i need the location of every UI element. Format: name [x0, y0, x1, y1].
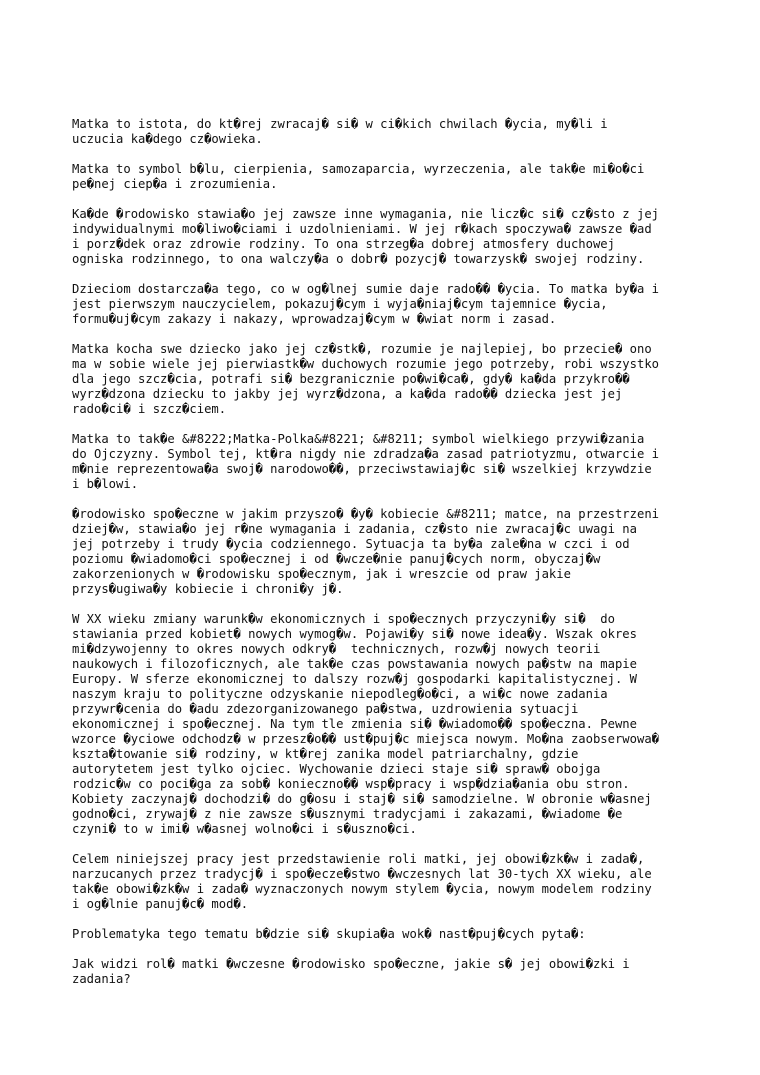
- paragraph-5: Matka kocha swe dziecko jako jej cz�stk�, rozumie je najlepiej, bo przecie� ono ma w sobie wiele jej pierwiastk�w duchowych rozumie jego potrzeby, robi wszystko dla jego szcz�cia, potrafi si� bezgranicznie po�wi�ca�, gdy� ka�da przykro�� wyrz�dzona dziecku to jakby jej wyrz�dzona, a ka�da rado�� dziecka jest jej rado�ci� i szcz�ciem.: [72, 342, 659, 416]
- paragraph-10: Problematyka tego tematu b�dzie si� skupia�a wok� nast�puj�cych pyta�:: [72, 927, 586, 941]
- paragraph-4: Dzieciom dostarcza�a tego, co w og�lnej sumie daje rado�� �ycia. To matka by�a i jest pierwszym nauczycielem, pokazuj�cym i wyja�niaj�cym tajemnice �ycia, formu�uj�cym zakazy i nakazy, wprowadzaj�cym w �wiat norm i zasad.: [72, 282, 659, 326]
- paragraph-9: Celem niniejszej pracy jest przedstawienie roli matki, jej obowi�zk�w i zada�, narzucanych przez tradycj� i spo�ecze�stwo �wczesnych lat 30-tych XX wieku, ale tak�e obowi�zk�w i zada� wyznaczonych nowym stylem �ycia, nowym modelem rodziny i og�lnie panuj�c� mod�.: [72, 852, 652, 911]
- paragraph-7: �rodowisko spo�eczne w jakim przyszo� �y� kobiecie &#8211; matce, na przestrzeni dziej�w, stawia�o jej r�ne wymagania i zadania, cz�sto nie zwracaj�c uwagi na jej potrzeby i trudy �ycia codziennego. Sytuacja ta by�a zale�na w czci i od poziomu �wiadomo�ci spo�ecznej i od �wcze�nie panuj�cych norm, obyczaj�w zakorzenionych w �rodowisku spo�ecznym, jak i wreszcie od praw jakie przys�ugiwa�y kobiecie i chroni�y j�.: [72, 507, 659, 596]
- paragraph-3: Ka�de �rodowisko stawia�o jej zawsze inne wymagania, nie licz�c si� cz�sto z jej indywidualnymi mo�liwo�ciami i uzdolnieniami. W jej r�kach spoczywa� zawsze �ad i porz�dek oraz zdrowie rodziny. To ona strzeg�a dobrej atmosfery duchowej ogniska rodzinnego, to ona walczy�a o dobr� pozycj� towarzysk� swojej rodziny.: [72, 207, 659, 266]
- document-body: [72, 117, 712, 1002]
- paragraph-8: W XX wieku zmiany warunk�w ekonomicznych i spo�ecznych przyczyni�y si� do stawiania przed kobiet� nowych wymog�w. Pojawi�y si� nowe idea�y. Wszak okres mi�dzywojenny to okres nowych odkry� technicznych, rozw�j nowych teorii naukowych i filozoficznych, ale tak�e czas powstawania nowych pa�stw na mapie Europy. W sferze ekonomicznej to dalszy rozw�j gospodarki kapitalistycznej. W naszym kraju to polityczne odzyskanie niepodleg�o�ci, a wi�c nowe zadania przywr�cenia do �adu zdezorganizowanego pa�stwa, uzdrowienia sytuacji ekonomicznej i spo�ecznej. Na tym tle zmienia si� �wiadomo�� spo�eczna. Pewne wzorce �yciowe odchodz� w przesz�o�� ust�puj�c miejsca nowym. Mo�na zaobserwowa� kszta�towanie si� rodziny, w kt�rej zanika model patriarchalny, gdzie autorytetem jest tylko ojciec. Wychowanie dzieci staje si� spraw� obojga rodzic�w co poci�ga za sob� konieczno�� wsp�pracy i wsp�dzia�ania obu stron. Kobiety zaczynaj� dochodzi� do g�osu i staj� si� samodzielne. W obronie w�asnej godno�ci, zrywaj� z nie zawsze s�usznymi tradycjami i zakazami, �wiadome �e czyni� to w imi� w�asnej wolno�ci i s�uszno�ci.: [72, 612, 659, 836]
- paragraph-1: Matka to istota, do kt�rej zwracaj� si� w ci�kich chwilach �ycia, my�li i uczucia ka�dego cz�owieka.: [72, 117, 608, 146]
- paragraph-2: Matka to symbol b�lu, cierpienia, samozaparcia, wyrzeczenia, ale tak�e mi�o�ci pe�nej ciep�a i zrozumienia.: [72, 162, 645, 191]
- paragraph-11: Jak widzi rol� matki �wczesne �rodowisko spo�eczne, jakie s� jej obowi�zki i zadania?: [72, 957, 630, 986]
- paragraph-6: Matka to tak�e &#8222;Matka-Polka&#8221; &#8211; symbol wielkiego przywi�zania do Ojczyzny. Symbol tej, kt�ra nigdy nie zdradza�a zasad patriotyzmu, otwarcie i m�nie reprezentowa�a swoj� narodowo��, przeciwstawiaj�c si� wszelkiej krzywdzie i b�lowi.: [72, 432, 659, 491]
